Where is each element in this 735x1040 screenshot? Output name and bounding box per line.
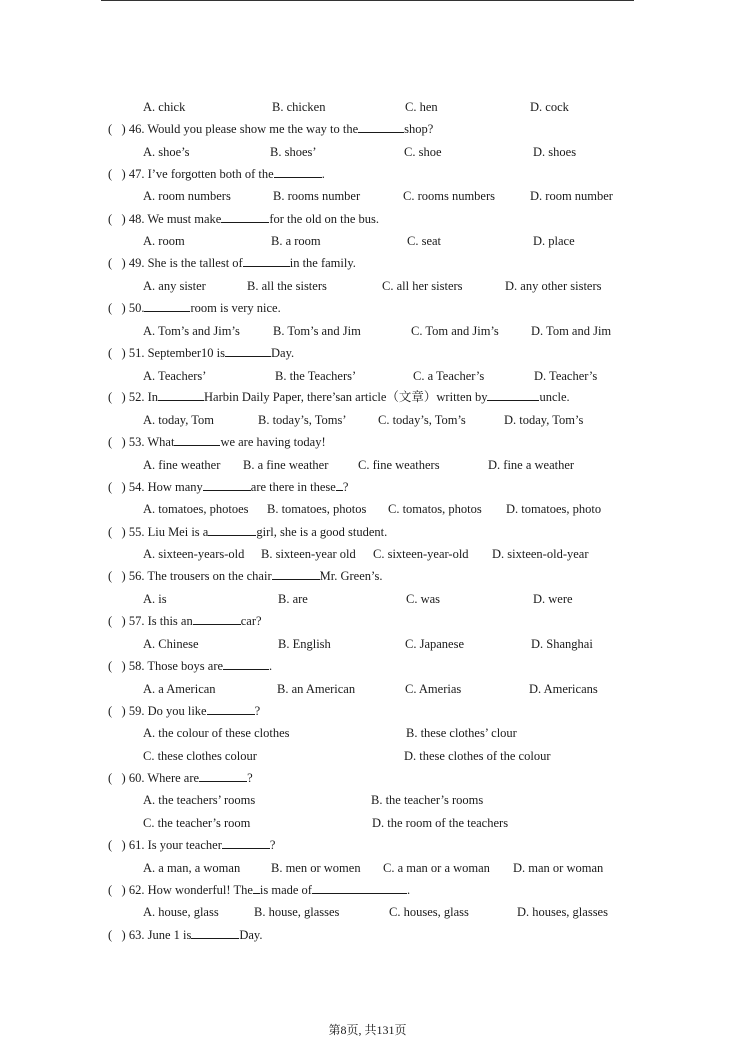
option-d: D. cock: [530, 100, 569, 114]
option-c: C. sixteen-year-old: [373, 547, 469, 561]
option-c: C. a man or a woman: [383, 861, 490, 875]
answer-blank: [253, 882, 260, 894]
option-d: D. the room of the teachers: [372, 816, 509, 830]
option-b: B. sixteen-year old: [261, 547, 356, 561]
option-d: D. were: [533, 592, 573, 606]
answer-blank: [203, 479, 251, 491]
option-b: B. all the sisters: [247, 279, 327, 293]
option-a: A. chick: [143, 100, 186, 114]
option-d: D. these clothes of the colour: [404, 749, 551, 763]
question-60: [108, 770, 253, 786]
option-a: A. Tom’s and Jim’s: [143, 324, 240, 338]
option-b: B. the Teachers’: [275, 369, 357, 383]
answer-blank: [193, 613, 241, 625]
answer-paren: (: [108, 346, 113, 360]
question-tail: ?: [254, 704, 261, 718]
question-tail: ?: [247, 771, 253, 785]
option-d: D. Americans: [529, 682, 598, 696]
option-b: B. an American: [277, 682, 356, 696]
answer-paren: (: [108, 167, 113, 181]
option-c: C. fine weathers: [358, 458, 440, 472]
answer-blank: [191, 927, 239, 939]
question-51: [108, 345, 294, 361]
option-a: A. a man, a woman: [143, 861, 241, 875]
question-stem: ) 48. We must make: [121, 212, 222, 226]
option-b: B. shoes’: [270, 145, 317, 159]
question-stem: ) 47. I’ve forgotten both of the: [121, 167, 274, 181]
question-middle: is made of: [259, 883, 312, 897]
question-tail: in the family.: [289, 256, 356, 270]
option-a: A. tomatoes, photoes: [143, 502, 249, 516]
option-d: D. Tom and Jim: [531, 324, 612, 338]
question-59: [108, 703, 260, 719]
question-stem: ) 53. What: [121, 435, 175, 449]
option-b: B. a room: [271, 234, 321, 248]
answer-paren: (: [108, 435, 113, 449]
option-d: D. fine a weather: [488, 458, 575, 472]
answer-blank: [272, 568, 320, 580]
option-c: C. houses, glass: [389, 905, 469, 919]
answer-blank: [174, 434, 220, 446]
question-tail: uncle.: [539, 390, 570, 404]
option-c: C. Japanese: [405, 637, 465, 651]
answer-blank: [336, 479, 343, 491]
option-d: D. place: [533, 234, 575, 248]
question-62: [108, 882, 410, 898]
option-d: D. Teacher’s: [534, 369, 598, 383]
question-tail: for the old on the bus.: [269, 212, 380, 226]
option-a: A. room numbers: [143, 189, 231, 203]
question-tail: car?: [240, 614, 262, 628]
answer-paren: (: [108, 771, 113, 785]
answer-paren: (: [108, 659, 113, 673]
option-c: C. was: [406, 592, 441, 606]
page-number: 第8页, 共131页: [328, 1023, 407, 1037]
option-a: A. Teachers’: [143, 369, 207, 383]
option-a: A. sixteen-years-old: [143, 547, 245, 561]
option-b: B. rooms number: [273, 189, 361, 203]
option-b: B. the teacher’s rooms: [371, 793, 484, 807]
option-b: B. chicken: [272, 100, 326, 114]
option-a: A. Chinese: [143, 637, 199, 651]
answer-blank: [243, 255, 290, 267]
answer-paren: (: [108, 525, 113, 539]
answer-blank: [225, 345, 271, 357]
answer-paren: (: [108, 883, 113, 897]
question-tail: girl, she is a good student.: [256, 525, 388, 539]
answer-blank: [144, 300, 190, 312]
question-50: [108, 300, 281, 316]
option-a: A. room: [143, 234, 185, 248]
question-tail: room is very nice.: [190, 301, 281, 315]
question-stem: ) 55. Liu Mei is a: [121, 525, 209, 539]
option-b: B. English: [278, 637, 331, 651]
question-tail: .: [269, 659, 273, 673]
question-46: [108, 121, 433, 137]
answer-blank: [358, 121, 404, 133]
question-52: [108, 389, 570, 405]
option-a: A. the colour of these clothes: [143, 726, 290, 740]
answer-paren: (: [108, 390, 113, 404]
question-56: [108, 568, 382, 584]
question-tail: ?: [342, 480, 349, 494]
option-a: A. is: [143, 592, 167, 606]
question-stem: ) 56. The trousers on the chair: [121, 569, 272, 583]
option-a: A. shoe’s: [143, 145, 190, 159]
answer-paren: (: [108, 928, 113, 942]
option-c: C. Amerias: [405, 682, 462, 696]
answer-blank: [221, 211, 269, 223]
question-stem: ) 51. September10 is: [121, 346, 226, 360]
answer-blank: [223, 658, 269, 670]
option-a: A. house, glass: [143, 905, 219, 919]
question-middle: Harbin Daily Paper, there’san article（文章）written by: [204, 390, 488, 404]
option-c: C. the teacher’s room: [143, 816, 251, 830]
option-d: D. room number: [530, 189, 613, 203]
question-58: [108, 658, 272, 674]
answer-paren: (: [108, 614, 113, 628]
option-c: C. these clothes colour: [143, 749, 257, 763]
option-b: B. are: [278, 592, 308, 606]
answer-blank: [207, 703, 255, 715]
option-a: A. today, Tom: [143, 413, 214, 427]
option-d: D. today, Tom’s: [504, 413, 584, 427]
question-47: [108, 166, 325, 182]
option-b: B. a fine weather: [243, 458, 329, 472]
option-a: A. a American: [143, 682, 216, 696]
question-61: [108, 837, 275, 853]
header-rule: [101, 0, 634, 1]
option-c: C. hen: [405, 100, 438, 114]
question-middle: are there in these: [250, 480, 336, 494]
answer-paren: (: [108, 301, 113, 315]
answer-blank: [222, 837, 270, 849]
option-d: D. sixteen-old-year: [492, 547, 589, 561]
question-49: [108, 255, 356, 271]
question-tail: Day.: [239, 928, 263, 942]
option-d: D. any other sisters: [505, 279, 602, 293]
option-b: B. today’s, Toms’: [258, 413, 347, 427]
answer-blank: [274, 166, 322, 178]
option-c: C. a Teacher’s: [413, 369, 485, 383]
answer-blank: [208, 524, 256, 536]
question-tail: Day.: [271, 346, 295, 360]
option-d: D. man or woman: [513, 861, 604, 875]
option-d: D. Shanghai: [531, 637, 593, 651]
question-tail: shop?: [404, 122, 434, 136]
answer-blank: [199, 770, 247, 782]
question-53: [108, 434, 326, 450]
question-stem: ) 57. Is this an: [121, 614, 193, 628]
option-d: D. tomatoes, photo: [506, 502, 602, 516]
answer-paren: (: [108, 704, 113, 718]
option-a: A. fine weather: [143, 458, 221, 472]
answer-blank: [312, 882, 407, 894]
question-stem: ) 52. In: [121, 390, 158, 404]
question-stem: ) 58. Those boys are: [121, 659, 224, 673]
answer-blank: [158, 389, 204, 401]
option-b: B. men or women: [271, 861, 361, 875]
question-tail: Mr. Green’s.: [319, 569, 383, 583]
option-c: C. Tom and Jim’s: [411, 324, 499, 338]
question-57: [108, 613, 262, 629]
option-d: D. shoes: [533, 145, 577, 159]
question-tail: ?: [269, 838, 276, 852]
option-b: B. tomatoes, photos: [267, 502, 367, 516]
question-48: [108, 211, 379, 227]
option-a: A. the teachers’ rooms: [143, 793, 256, 807]
question-stem: ) 61. Is your teacher: [121, 838, 222, 852]
option-a: A. any sister: [143, 279, 206, 293]
answer-paren: (: [108, 122, 113, 136]
question-tail: .: [406, 883, 411, 897]
option-c: C. tomatos, photos: [388, 502, 482, 516]
answer-blank: [487, 389, 539, 401]
question-stem: ) 59. Do you like: [121, 704, 207, 718]
answer-paren: (: [108, 256, 113, 270]
answer-paren: (: [108, 838, 113, 852]
option-c: C. seat: [407, 234, 442, 248]
option-c: C. rooms numbers: [403, 189, 496, 203]
answer-paren: (: [108, 480, 113, 494]
question-stem: ) 62. How wonderful! The: [121, 883, 253, 897]
question-stem: ) 60. Where are: [121, 771, 200, 785]
option-b: B. these clothes’ clour: [406, 726, 517, 740]
question-stem: ) 46. Would you please show me the way to the: [121, 122, 359, 136]
option-d: D. houses, glasses: [517, 905, 608, 919]
answer-paren: (: [108, 212, 113, 226]
option-c: C. all her sisters: [382, 279, 463, 293]
option-c: C. today’s, Tom’s: [378, 413, 466, 427]
option-c: C. shoe: [404, 145, 442, 159]
question-stem: ) 50.: [121, 301, 145, 315]
question-stem: ) 54. How many: [121, 480, 203, 494]
question-63: [108, 927, 262, 943]
question-stem: ) 63. June 1 is: [121, 928, 192, 942]
question-tail: .: [321, 167, 325, 181]
option-b: B. Tom’s and Jim: [273, 324, 361, 338]
question-tail: we are having today!: [220, 435, 326, 449]
question-stem: ) 49. She is the tallest of: [121, 256, 243, 270]
option-b: B. house, glasses: [254, 905, 340, 919]
answer-paren: (: [108, 569, 113, 583]
question-54: [108, 479, 348, 495]
question-55: [108, 524, 387, 540]
